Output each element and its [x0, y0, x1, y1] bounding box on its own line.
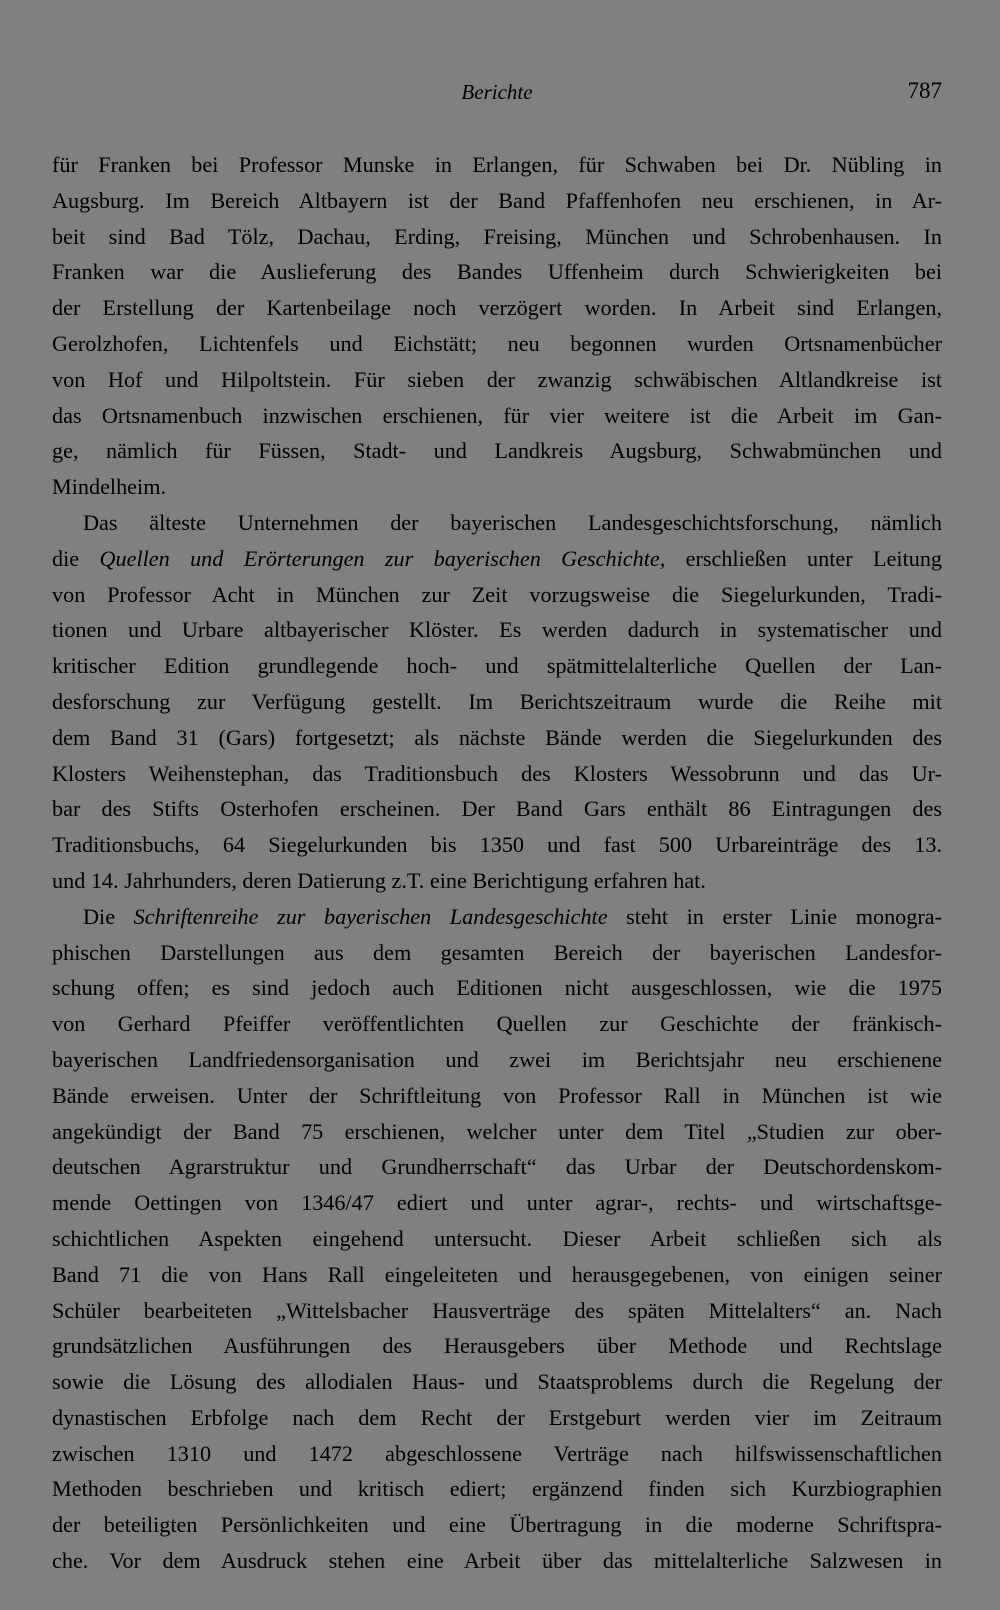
body-text [52, 147, 942, 1579]
text-line: der Erstellung der Kartenbeilage noch verzögert worden. In Arbeit sind Erlangen, [52, 295, 942, 321]
text-line-with-title [52, 541, 942, 577]
text-line: che. Vor dem Ausdruck stehen eine Arbeit über das mittelalterliche Salzwesen in [52, 1548, 942, 1574]
text-line: Schüler bearbeiteten „Wittelsbacher Hausverträge des späten Mittelalters“ an. Nach [52, 1297, 942, 1323]
text-line: für Franken bei Professor Munske in Erlangen, für Schwaben bei Dr. Nübling in [52, 152, 942, 177]
text-line: tionen und Urbare altbayerischer Klöster. Es werden dadurch in systematischer und [52, 617, 942, 643]
text-line: mende Oettingen von 1346/47 ediert und unter agrar-, rechts- und wirtschaftsge- [52, 1190, 942, 1216]
text-line: dynastischen Erbfolge nach dem Recht der Erstgeburt werden vier im Zeitraum [52, 1404, 942, 1430]
text-line: sowie die Lösung des allodialen Haus- und Staatsproblems durch die Regelung der [52, 1369, 942, 1395]
text-line: schichtlichen Aspekten eingehend untersucht. Dieser Arbeit schließen sich als [52, 1225, 942, 1251]
text-line: Gerolzhofen, Lichtenfels und Eichstätt; neu begonnen wurden Ortsnamenbücher [52, 330, 942, 356]
series-title: Schriftenreihe zur bayerischen Landesgeschichte [133, 903, 608, 929]
text-line: Bände erweisen. Unter der Schriftleitung von Professor Rall in München ist wie [52, 1082, 942, 1108]
paragraph-2 [52, 505, 942, 899]
text-segment: erschließen unter Leitung [665, 545, 943, 571]
text-line: von Professor Acht in München zur Zeit vorzugsweise die Siegelurkunden, Tradi- [52, 581, 942, 607]
page-number: 787 [907, 78, 942, 103]
text-line: das Ortsnamenbuch inzwischen erschienen, für vier weitere ist die Arbeit im Gan- [52, 402, 942, 428]
text-line: angekündigt der Band 75 erschienen, welcher unter dem Titel „Studien zur ober- [52, 1118, 942, 1144]
series-title: Quellen und Erörterungen zur bayerischen Geschichte, [99, 545, 666, 571]
page-header [52, 76, 942, 112]
text-line: Das älteste Unternehmen der bayerischen Landesgeschichtsforschung, nämlich [83, 509, 942, 535]
paragraph-1 [52, 147, 942, 505]
text-line: Augsburg. Im Bereich Altbayern ist der Band Pfaffenhofen neu erschienen, in Ar- [52, 187, 942, 213]
text-line: kritischer Edition grundlegende hoch- und spätmittelalterliche Quellen der Lan- [52, 653, 942, 679]
text-line: Traditionsbuchs, 64 Siegelurkunden bis 1350 und fast 500 Urbareinträge des 13. [52, 832, 942, 858]
text-line: beit sind Bad Tölz, Dachau, Erding, Freising, München und Schrobenhausen. In [52, 223, 942, 249]
text-line: ge, nämlich für Füssen, Stadt- und Landkreis Augsburg, Schwabmünchen und [52, 438, 942, 464]
text-line: deutschen Agrarstruktur und Grundherrschaft“ das Urbar der Deutschordenskom- [52, 1154, 942, 1180]
text-line: der beteiligten Persönlichkeiten und eine Übertragung in die moderne Schriftspra- [52, 1512, 942, 1538]
text-line-with-title [52, 899, 942, 935]
text-line: bar des Stifts Osterhofen erscheinen. Der Band Gars enthält 86 Eintragungen des [52, 796, 942, 822]
text-line: bayerischen Landfriedensorganisation und zwei im Berichtsjahr neu erschienene [52, 1046, 942, 1072]
text-line: Franken war die Auslieferung des Bandes Uffenheim durch Schwierigkeiten bei [52, 259, 942, 285]
running-title: Berichte [461, 80, 533, 104]
text-line: von Hof und Hilpoltstein. Für sieben der zwanzig schwäbischen Altlandkreise ist [52, 366, 942, 392]
text-line: Band 71 die von Hans Rall eingeleiteten und herausgegebenen, von einigen seiner [52, 1261, 942, 1287]
text-line: dem Band 31 (Gars) fortgesetzt; als nächste Bände werden die Siegelurkunden des [52, 724, 942, 750]
text-segment: steht in erster Linie monogra- [607, 903, 942, 929]
text-line: von Gerhard Pfeiffer veröffentlichten Quellen zur Geschichte der fränkisch- [52, 1011, 942, 1037]
text-line: zwischen 1310 und 1472 abgeschlossene Verträge nach hilfswissenschaftlichen [52, 1440, 942, 1466]
text-line: desforschung zur Verfügung gestellt. Im Berichtszeitraum wurde die Reihe mit [52, 688, 942, 714]
text-segment: die [52, 545, 100, 571]
text-line: Methoden beschrieben und kritisch ediert; ergänzend finden sich Kurzbiographien [52, 1476, 942, 1502]
text-segment: Die [83, 903, 134, 929]
text-line: grundsätzlichen Ausführungen des Herausgebers über Methode und Rechtslage [52, 1333, 942, 1359]
text-line: Mindelheim. [52, 474, 167, 500]
text-line: phischen Darstellungen aus dem gesamten Bereich der bayerischen Landesfor- [52, 939, 942, 965]
text-line: schung offen; es sind jedoch auch Editionen nicht ausgeschlossen, wie die 1975 [52, 975, 942, 1001]
text-line: und 14. Jahrhunders, deren Datierung z.T. eine Berichtigung erfahren hat. [52, 867, 706, 893]
text-line: Klosters Weihenstephan, das Traditionsbuch des Klosters Wessobrunn und das Ur- [52, 760, 942, 786]
paragraph-3 [52, 899, 942, 1579]
